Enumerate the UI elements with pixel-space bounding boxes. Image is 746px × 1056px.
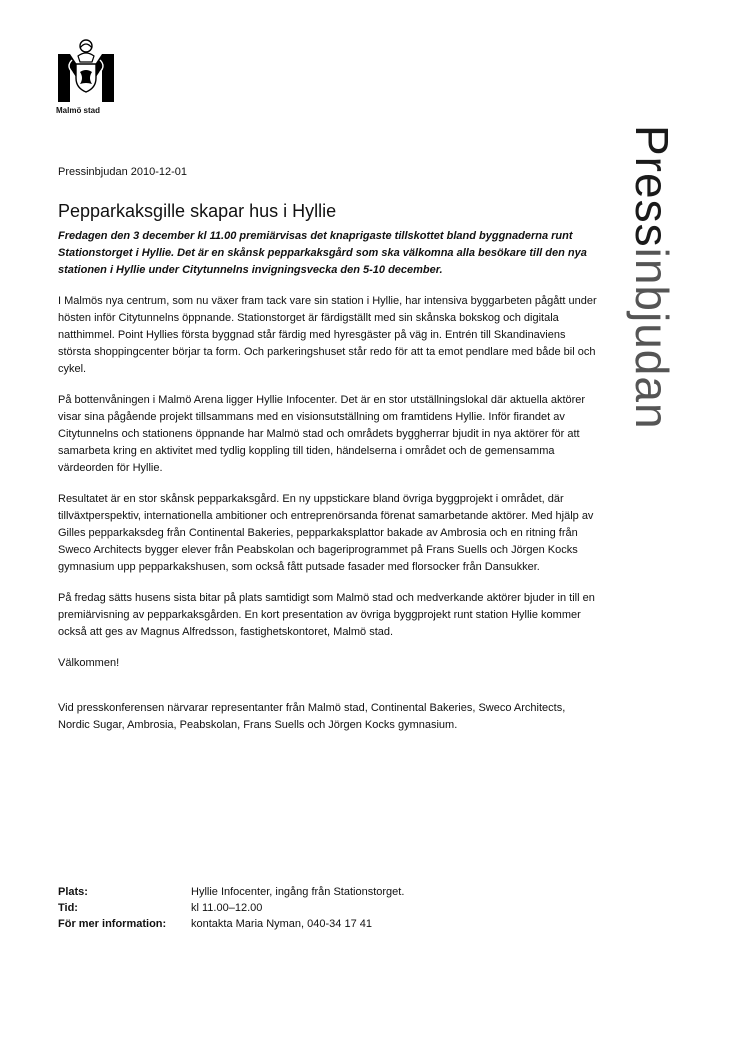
headline: Pepparkaksgille skapar hus i Hyllie: [58, 201, 337, 221]
logo-text: Malmö stad: [56, 106, 101, 115]
tid-value: kl 11.00–12.00: [191, 902, 263, 914]
body-paragraph: I Malmös nya centrum, som nu växer fram tack vare sin station i Hyllie, har intensiva byggarbeten pågått under hösten inför Citytunnelns öppnande. Stationstorget är färdigställt med sin skånska bokskog och digitala natthimmel. Point Hyllies första byggnad står färdig med hyresgäster på väg in. Entrén till Skandinaviens största shoppingcenter börjar ta form. Och parkeringshuset står redo för att ta emot pendlare med både bil och cykel.: [58, 295, 597, 375]
dateline: Pressinbjudan 2010-12-01: [58, 166, 188, 178]
press-release-content: [58, 166, 598, 748]
ingress: Fredagen den 3 december kl 11.00 premiärvisas det knaprigaste tillskottet bland byggnaderna runt Stationstorget i Hyllie. Det är en skånsk pepparkaksgård som ska välkomna alla besökare till den nya stationen i Hyllie under Citytunnelns invigningsvecka den 5-10 december.: [58, 230, 587, 276]
participants-paragraph: Vid presskonferensen närvarar representanter från Malmö stad, Continental Bakeries, Sweco Architects, Nordic Sugar, Ambrosia, Peabskolan, Frans Suells och Jörgen Kocks gymnasium.: [58, 702, 566, 731]
info-row-plats: [58, 884, 404, 900]
plats-value: Hyllie Infocenter, ingång från Stationstorget.: [191, 886, 405, 898]
malmo-stad-logo: [56, 38, 118, 118]
vertical-title: [620, 125, 680, 485]
body-paragraph: På fredag sätts husens sista bitar på plats samtidigt som Malmö stad och medverkande aktörer bjuder in till en premiärvisning av pepparkaksgården. En kort presentation av övriga byggprojekt runt station Hyllie kommer också att ges av Magnus Alfredsson, fastighetskontoret, Malmö stad.: [58, 592, 595, 638]
tid-label: Tid:: [58, 902, 78, 914]
info-row-tid: [58, 900, 404, 916]
body-paragraph: På bottenvåningen i Malmö Arena ligger Hyllie Infocenter. Det är en stor utställningslokal där aktuella aktörer visar sina pågående projekt tillsammans med en visionsutställning om framtidens Hyllie. Inför firandet av Citytunnelns och stationens öppnande har Malmö stad och områdets byggherrar bjudit in nya aktörer för att samarbeta kring en aktivitet med tydlig koppling till tiden, händelserna i området och de gemensamma värdeorden för Hyllie.: [58, 394, 586, 474]
kontakt-label: För mer information:: [58, 918, 167, 930]
body-paragraph: Resultatet är en stor skånsk pepparkaksgård. En ny uppstickare bland övriga byggprojekt i området, där tillväxtperspektiv, internationella ambitioner och entreprenörsanda förenat samarbetande aktörer. Med hjälp av Gilles pepparkaksdeg från Continental Bakeries, pepparkaksplattor bakade av Ambrosia och en ritning från Sweco Architects bygger elever från Peabskolan och bageriprogrammet på Frans Suells och Jörgen Kocks gymnasium upp pepparkakshusen, som också fått putsade fasader med florsocker från Dansukker.: [58, 493, 594, 573]
vertical-title-inbjudan: inbjudan: [626, 247, 678, 430]
plats-label: Plats:: [58, 886, 88, 898]
kontakt-value: kontakta Maria Nyman, 040-34 17 41: [191, 918, 372, 930]
info-row-kontakt: [58, 916, 404, 932]
welcome-text: Välkommen!: [58, 657, 120, 669]
event-info: [58, 884, 404, 932]
coat-of-arms-icon: [56, 38, 118, 104]
vertical-title-press: Press: [626, 125, 678, 248]
